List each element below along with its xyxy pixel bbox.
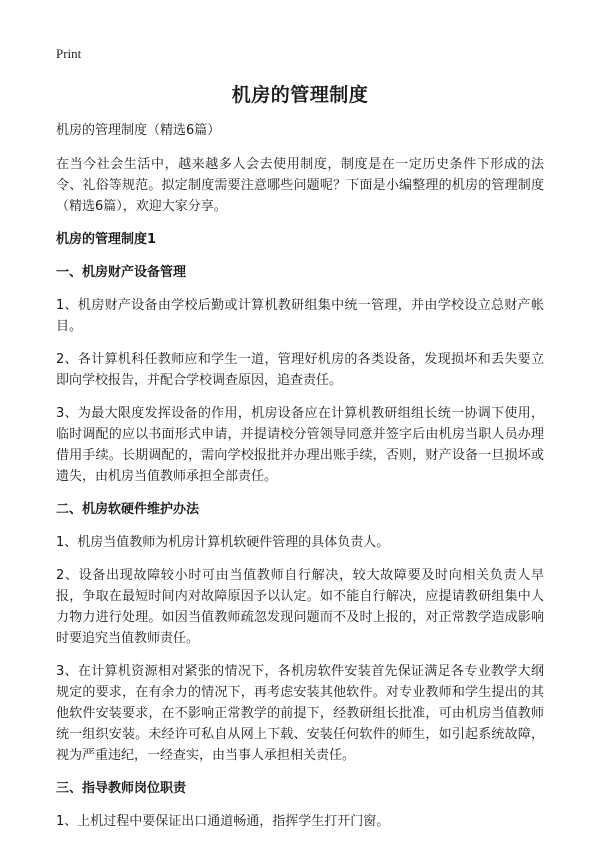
section-heading: 一、机房财产设备管理 <box>56 265 187 280</box>
document-body <box>56 120 544 844</box>
section-paragraph: 2、各计算机科任教师应和学生一道，管理好机房的各类设备，发现损坏和丢失要立即向学校报告，并配合学校调查原因，追查责任。 <box>56 352 544 388</box>
part-title: 机房的管理制度1 <box>56 232 157 247</box>
document-subtitle: 机房的管理制度（精选6篇） <box>56 123 221 138</box>
document-title: 机房的管理制度 <box>231 84 369 106</box>
section-paragraph: 3、为最大限度发挥设备的作用，机房设备应在计算机教研组组长统一协调下使用，临时调配的应以书面形式申请，并提请校分管领导同意并签字后由机房当职人员办理借用手续。长期调配的，需向学校报批并办理出账手续，否则，财产设备一旦损坏或遗失，由机房当值教师承担全部责任。 <box>56 406 544 484</box>
section-heading: 二、机房软硬件维护办法 <box>56 502 200 517</box>
section-paragraph: 2、设备出现故障较小时可由当值教师自行解决，较大故障要及时向相关负责人早报，争取在最短时间内对故障原因予以认定。如不能自行解决，应提请教研组集中人力物力进行处理。如因当值教师疏忽发现问题而不及时上报的，对正常教学造成影响时要追究当值教师责任。 <box>56 568 544 646</box>
section-paragraph: 3、在计算机资源相对紧张的情况下，各机房软件安装首先保证满足各专业教学大纲规定的要求，在有余力的情况下，再考虑安装其他软件。对专业教师和学生提出的其他软件安装要求，在不影响正常教学的前提下，经教研组长批准，可由机房当值教师统一组织安装。未经许可私自从网上下载、安装任何软件的师生，如引起系统故障，视为严重违纪，一经查实，由当事人承担相关责任。 <box>56 664 544 763</box>
section-paragraph: 1、机房当值教师为机房计算机软硬件管理的具体负责人。 <box>56 535 390 550</box>
section-paragraph: 1、机房财产设备由学校后勤或计算机教研组集中统一管理，并由学校设立总财产帐目。 <box>56 298 544 334</box>
print-link[interactable]: Print <box>56 46 82 61</box>
section-paragraph: 1、上机过程中要保证出口通道畅通，指挥学生打开门窗。 <box>56 814 390 829</box>
section-heading: 三、指导教师岗位职责 <box>56 781 187 796</box>
intro-paragraph: 在当今社会生活中，越来越多人会去使用制度，制度是在一定历史条件下形成的法令、礼俗等规范。拟定制度需要注意哪些问题呢？下面是小编整理的机房的管理制度（精选6篇），欢迎大家分享。 <box>56 157 544 214</box>
